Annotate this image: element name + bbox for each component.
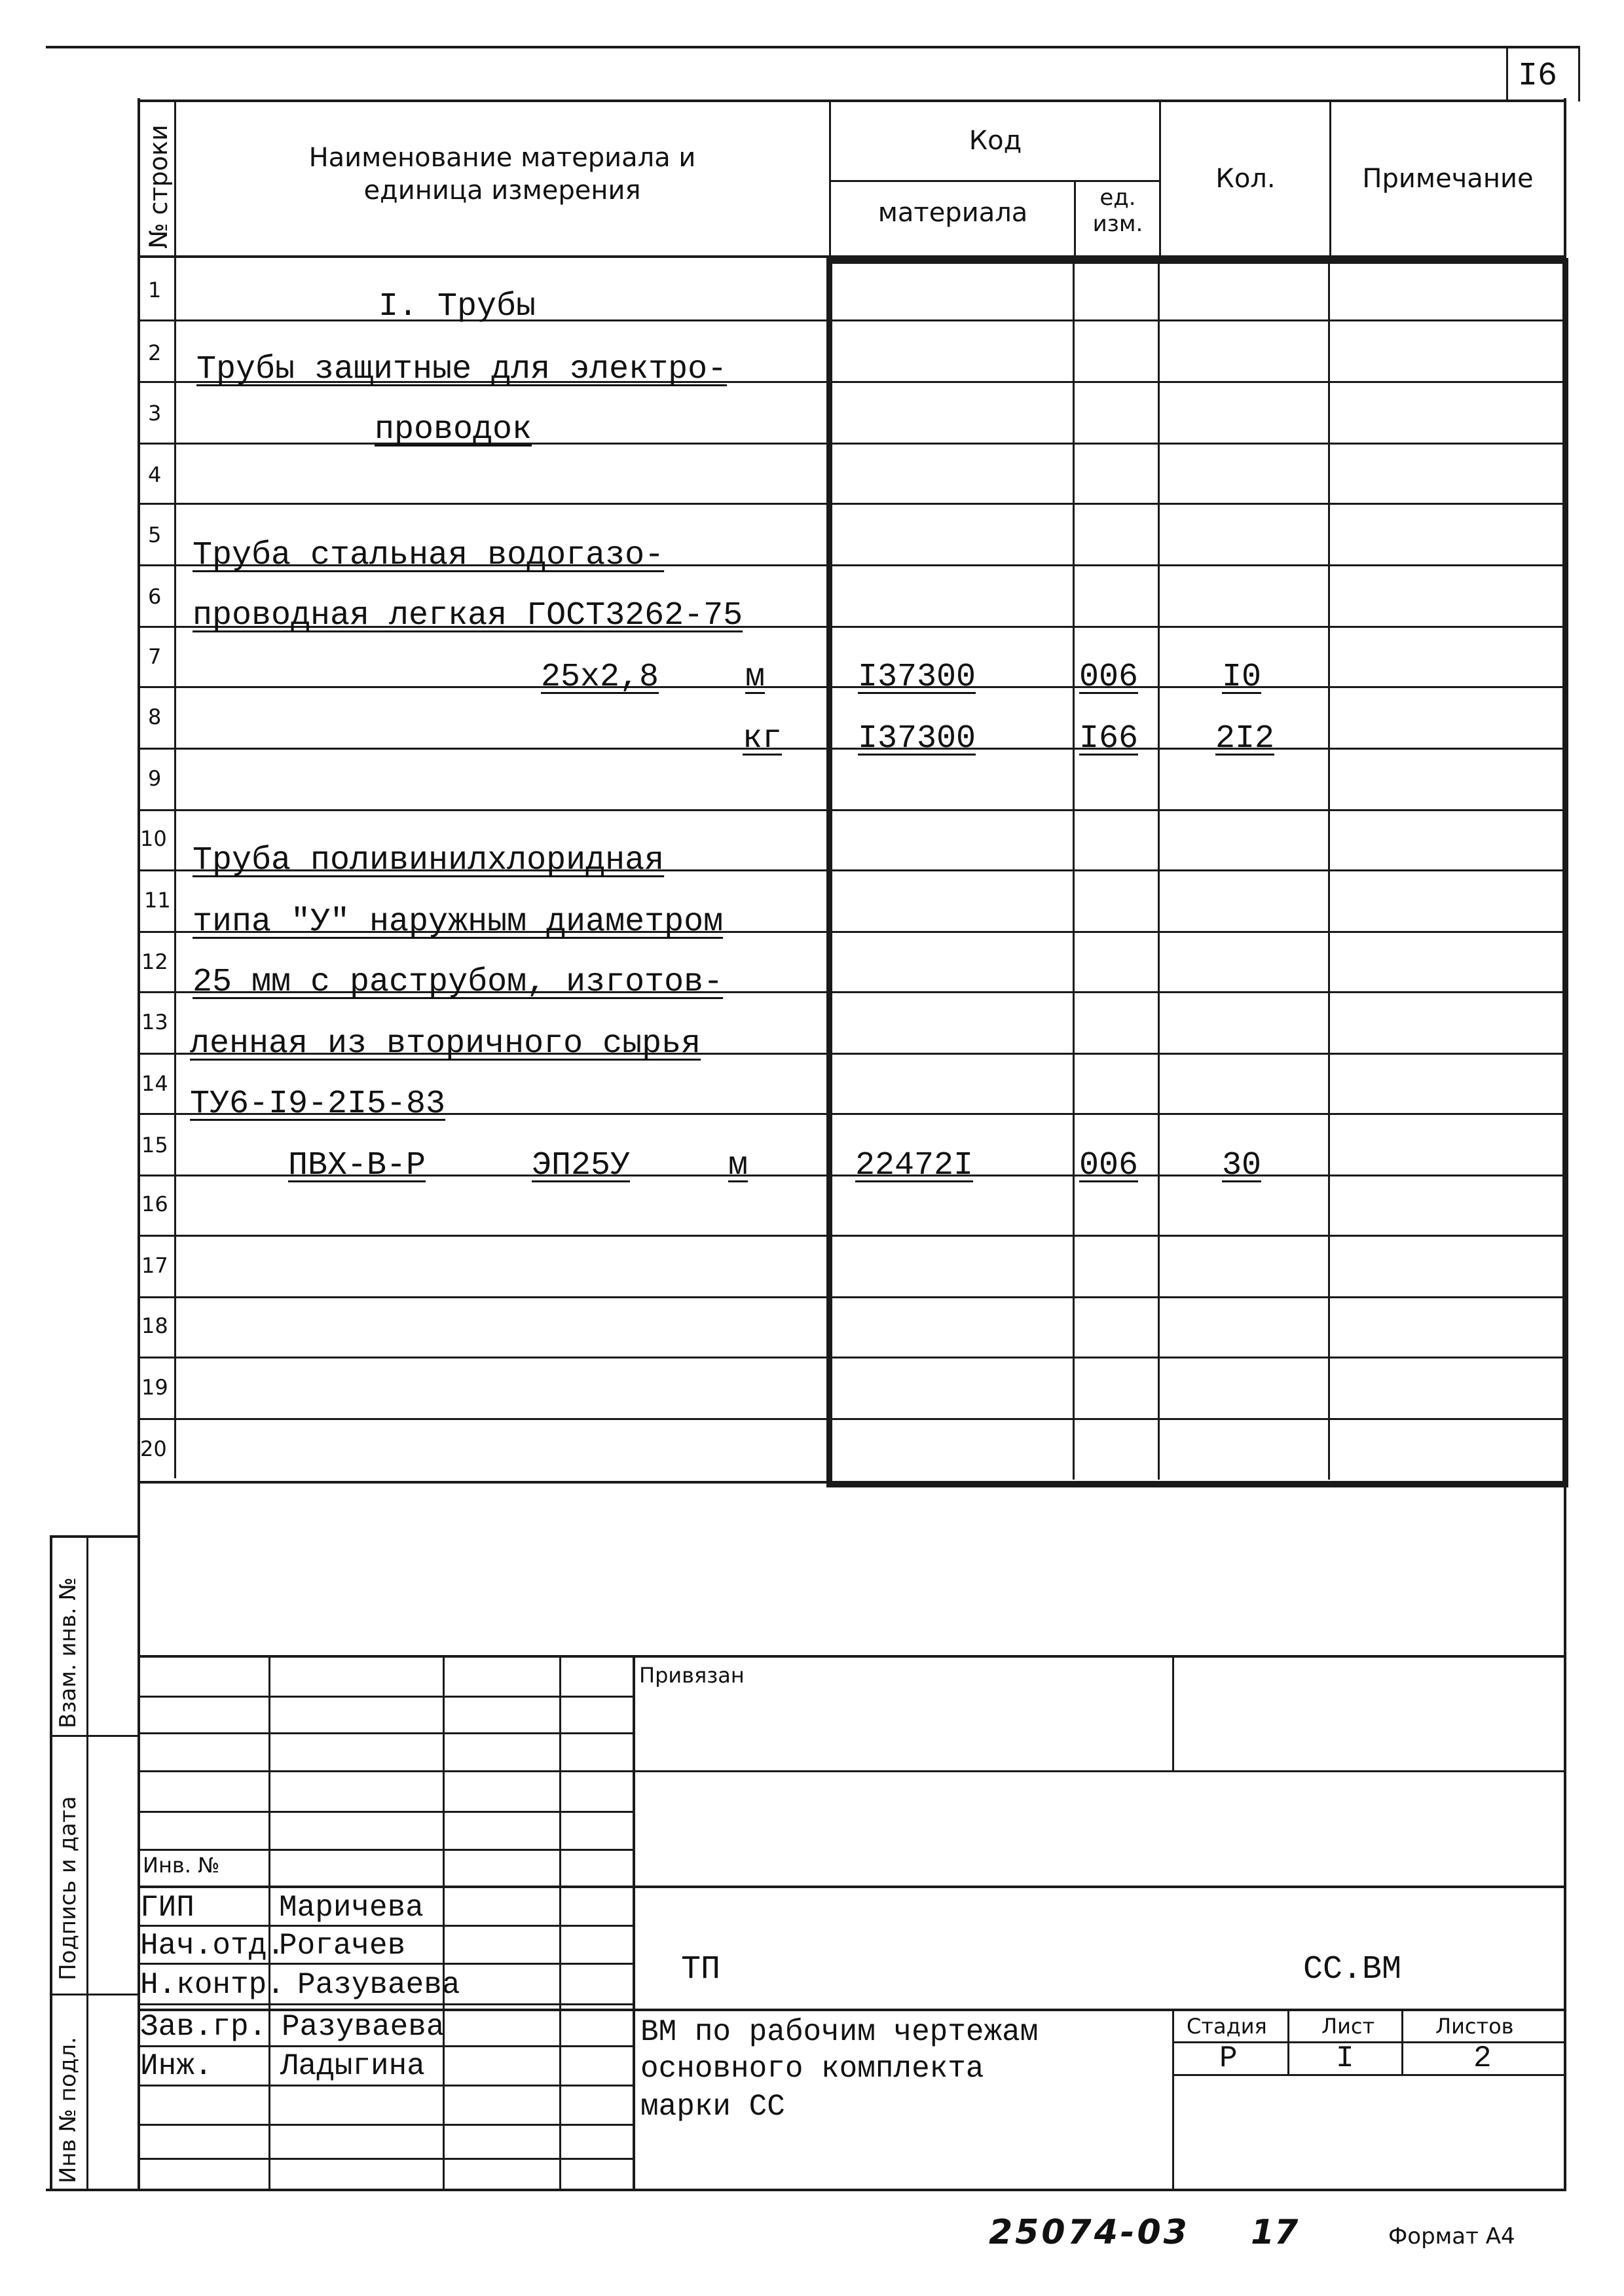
header-note: Примечание <box>1362 164 1534 194</box>
item-text: Труба поливинилхлоридная <box>193 842 665 879</box>
staff-role: Н.контр. <box>140 1968 285 2002</box>
item-text: Трубы защитные для электро- <box>196 351 728 388</box>
inv-no-label: Инв. № <box>143 1853 220 1878</box>
header-qty: Кол. <box>1215 164 1276 194</box>
row-number: 3 <box>148 401 162 426</box>
staff-role: Нач.отд. <box>140 1929 285 1963</box>
tb-grid-line <box>138 2003 634 2005</box>
section-title: I. Трубы <box>378 288 536 325</box>
row-line <box>138 1418 1566 1420</box>
sheet-number-box-right <box>1578 46 1580 101</box>
item-unit: м <box>728 1147 748 1184</box>
item-unit: м <box>745 659 766 696</box>
header-material: материала <box>877 198 1028 228</box>
row-number: 14 <box>141 1071 168 1096</box>
left-frame-line <box>138 98 140 2190</box>
header-name-line2: единица измерения <box>363 175 641 206</box>
row-number: 19 <box>141 1375 168 1400</box>
sheet-value: I <box>1336 2041 1354 2075</box>
stage-col <box>1287 2009 1289 2075</box>
sheets-label: Листов <box>1435 2014 1514 2039</box>
row-number: 2 <box>148 340 162 365</box>
row-number: 4 <box>148 462 162 487</box>
row-number: 12 <box>141 949 168 974</box>
row-number: 13 <box>141 1010 168 1034</box>
format-label: Формат А4 <box>1388 2223 1515 2250</box>
tp-label: ТП <box>681 1951 721 1988</box>
item-text: типа "У" наружным диаметром <box>193 903 724 941</box>
row-number: 17 <box>141 1253 168 1278</box>
staff-name: Разуваева <box>282 2010 445 2044</box>
title-line3: марки СС <box>640 2090 785 2124</box>
row-line <box>138 1235 1566 1237</box>
sheet-label: Лист <box>1321 2014 1375 2039</box>
side-label-podpis: Подпись и дата <box>55 1796 81 1980</box>
side-strip-top <box>50 1535 139 1538</box>
title-line2: основного комплекта <box>640 2052 984 2086</box>
sheet-number: I6 <box>1518 58 1558 95</box>
row-number: 10 <box>140 826 167 851</box>
tb-grid-line <box>138 1886 1566 1888</box>
stage-value: Р <box>1219 2041 1238 2075</box>
item-text: проводок <box>375 411 532 448</box>
col-code-right <box>1159 100 1161 257</box>
tb-grid-line <box>138 1849 634 1851</box>
table-bottom-line <box>138 1481 1566 1484</box>
code-divider-line <box>830 180 1160 182</box>
staff-name: Рогачев <box>279 1929 406 1963</box>
tb-col2 <box>443 1655 445 2189</box>
row-line <box>138 809 1566 811</box>
stage-label: Стадия <box>1187 2014 1267 2039</box>
side-strip-divider <box>86 1535 88 2190</box>
item-text: ТУ6-I9-2I5-83 <box>190 1085 446 1123</box>
tb-grid-line <box>138 1696 634 1698</box>
header-top-line <box>138 100 1566 102</box>
side-strip-left <box>50 1535 52 2190</box>
staff-role: ГИП <box>140 1891 194 1925</box>
tb-grid-line <box>138 1925 634 1927</box>
quantity: 2I2 <box>1215 720 1275 757</box>
row-number: 8 <box>148 704 162 729</box>
quantity: 30 <box>1222 1147 1262 1184</box>
staff-name: Маричева <box>279 1891 424 1925</box>
tb-grid-line <box>138 1963 634 1965</box>
col-rowno-right <box>174 100 176 1478</box>
document-code: СС.ВМ <box>1303 1951 1402 1988</box>
row-number: 6 <box>148 584 162 609</box>
top-frame-line <box>46 46 1578 48</box>
col-name-right <box>829 100 831 257</box>
title-line1: ВМ по рабочим чертежам <box>640 2015 1039 2049</box>
row-number: 16 <box>141 1192 168 1216</box>
row-number: 18 <box>141 1313 168 1338</box>
side-strip-sep1 <box>50 1735 139 1737</box>
item-text: Труба стальная водогазо- <box>193 537 665 574</box>
header-row-number: № строки <box>144 124 173 249</box>
document-number: 25074-03 <box>989 2213 1190 2252</box>
tb-grid-line <box>138 2158 634 2160</box>
col-qty-right <box>1329 100 1331 257</box>
bottom-frame-line <box>46 2189 1566 2191</box>
tb-grid-line <box>138 1732 634 1734</box>
unit-code: 006 <box>1079 659 1139 696</box>
row-number: 15 <box>141 1133 168 1157</box>
row-line <box>138 443 1566 445</box>
item-grade: ПВХ-В-Р <box>288 1147 426 1184</box>
unit-code: I66 <box>1079 720 1139 757</box>
side-label-vzam: Взам. инв. № <box>55 1577 81 1728</box>
titleblock-top <box>138 1655 1566 1658</box>
row-number: 1 <box>148 278 162 302</box>
row-number: 9 <box>148 766 162 791</box>
header-name-line1: Наименование материала и <box>308 143 696 173</box>
item-unit: кг <box>743 720 783 757</box>
tb-col3 <box>559 1655 561 2189</box>
tb-col1 <box>268 1655 270 2189</box>
page-number: 17 <box>1251 2213 1299 2252</box>
header-unit-line2: изм. <box>1092 211 1143 237</box>
material-code: 22472I <box>855 1147 974 1184</box>
item-text: ленная из вторичного сырья <box>190 1025 701 1063</box>
staff-role: Инж. <box>140 2049 213 2083</box>
tb-grid-line <box>138 1770 1566 1772</box>
staff-name: Ладыгина <box>280 2049 425 2083</box>
material-code: I37300 <box>858 720 976 757</box>
row-line <box>138 748 1566 750</box>
header-unit-line1: ед. <box>1099 185 1136 211</box>
tb-grid-line <box>138 1811 634 1813</box>
header-code: Код <box>969 126 1022 156</box>
sheet-col <box>1401 2009 1403 2075</box>
side-strip-sep2 <box>50 1994 139 1995</box>
item-mark: ЭП25У <box>532 1147 631 1184</box>
side-label-inv-podl: Инв № подл. <box>55 2037 81 2183</box>
row-number: 5 <box>148 522 162 547</box>
tb-grid-line <box>138 2124 634 2126</box>
quantity: I0 <box>1222 659 1262 696</box>
sheet-number-box-left <box>1506 46 1508 101</box>
tb-stage-left <box>1172 2009 1174 2189</box>
tb-col4 <box>633 1655 635 2189</box>
unit-code: 006 <box>1079 1147 1139 1184</box>
sheets-value: 2 <box>1473 2041 1492 2075</box>
row-line <box>138 319 1566 321</box>
tb-grid-line <box>138 2045 634 2047</box>
row-line <box>138 1296 1566 1298</box>
row-number: 20 <box>140 1436 167 1461</box>
tb-grid-line <box>138 2085 634 2086</box>
material-code: I37300 <box>858 659 976 696</box>
col-material-right <box>1074 180 1076 257</box>
staff-name: Разуваева <box>297 1968 460 2002</box>
item-text: 25 мм с раструбом, изготов- <box>193 964 724 1001</box>
tb-privyazan-right <box>1172 1655 1174 1772</box>
row-line <box>138 1357 1566 1358</box>
staff-role: Зав.гр. <box>140 2010 267 2044</box>
row-line <box>138 686 1566 688</box>
row-number: 7 <box>148 644 162 669</box>
privyazan-label: Привязан <box>639 1663 745 1688</box>
item-text: проводная легкая ГОСТ3262-75 <box>193 597 743 634</box>
row-line <box>138 503 1566 505</box>
item-size: 25x2,8 <box>541 659 659 696</box>
row-number: 11 <box>144 888 171 913</box>
